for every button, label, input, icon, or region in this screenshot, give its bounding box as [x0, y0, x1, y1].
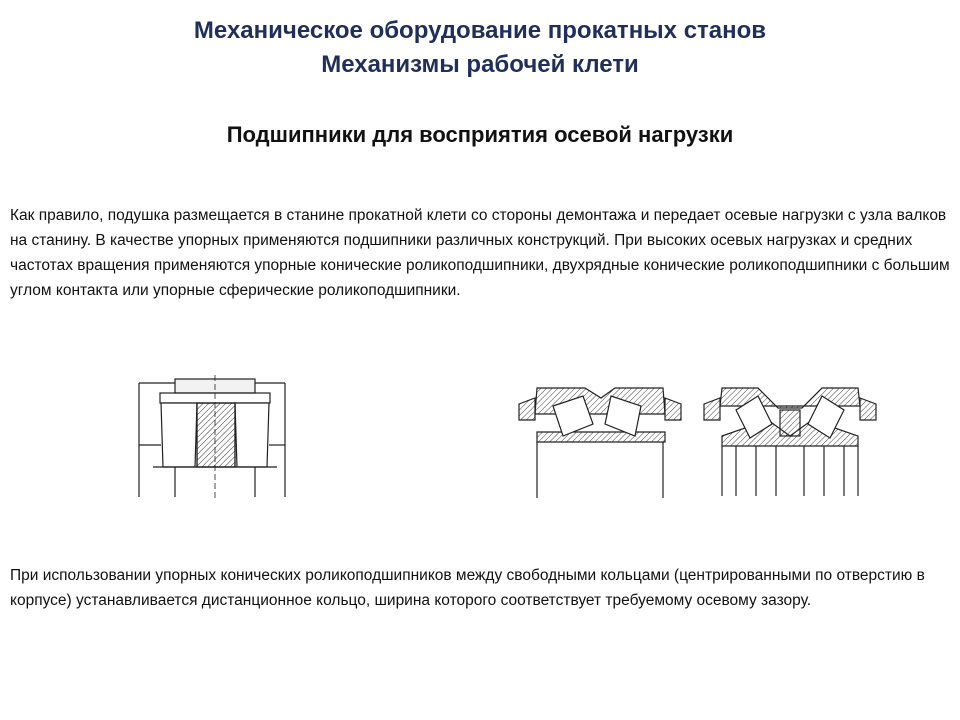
paragraph-intro: Как правило, подушка размещается в станине прокатной клети со стороны демонтажа и передает осевые нагрузки с узла валков на станину. В качестве упорных применяются подшипники различных конструкций. При высоких осевых нагрузках и средних частотах вращения применяются упорные конические роликоподшипники, двухрядные конические роликоподшипники с большим углом контакта или упорные сферические роликоподшипники.: [10, 207, 950, 299]
slide-title: [0, 14, 960, 82]
double-row-tapered-roller-bearing-drawing: [515, 380, 685, 500]
paragraph-spacer-ring: При использовании упорных конических роликоподшипников между свободными кольцами (центрированными по отверстию в корпусе) устанавливается дистанционное кольцо, ширина которого соответствует требуемому осевому зазору.: [10, 567, 925, 609]
spherical-thrust-roller-bearing-drawing: [700, 380, 880, 498]
section-heading: Подшипники для восприятия осевой нагрузки: [226, 122, 734, 147]
thrust-tapered-roller-bearing-drawing: [135, 375, 295, 500]
title-line-1: Механическое оборудование прокатных станов: [193, 17, 767, 44]
title-line-2: Механизмы рабочей клети: [321, 51, 639, 78]
